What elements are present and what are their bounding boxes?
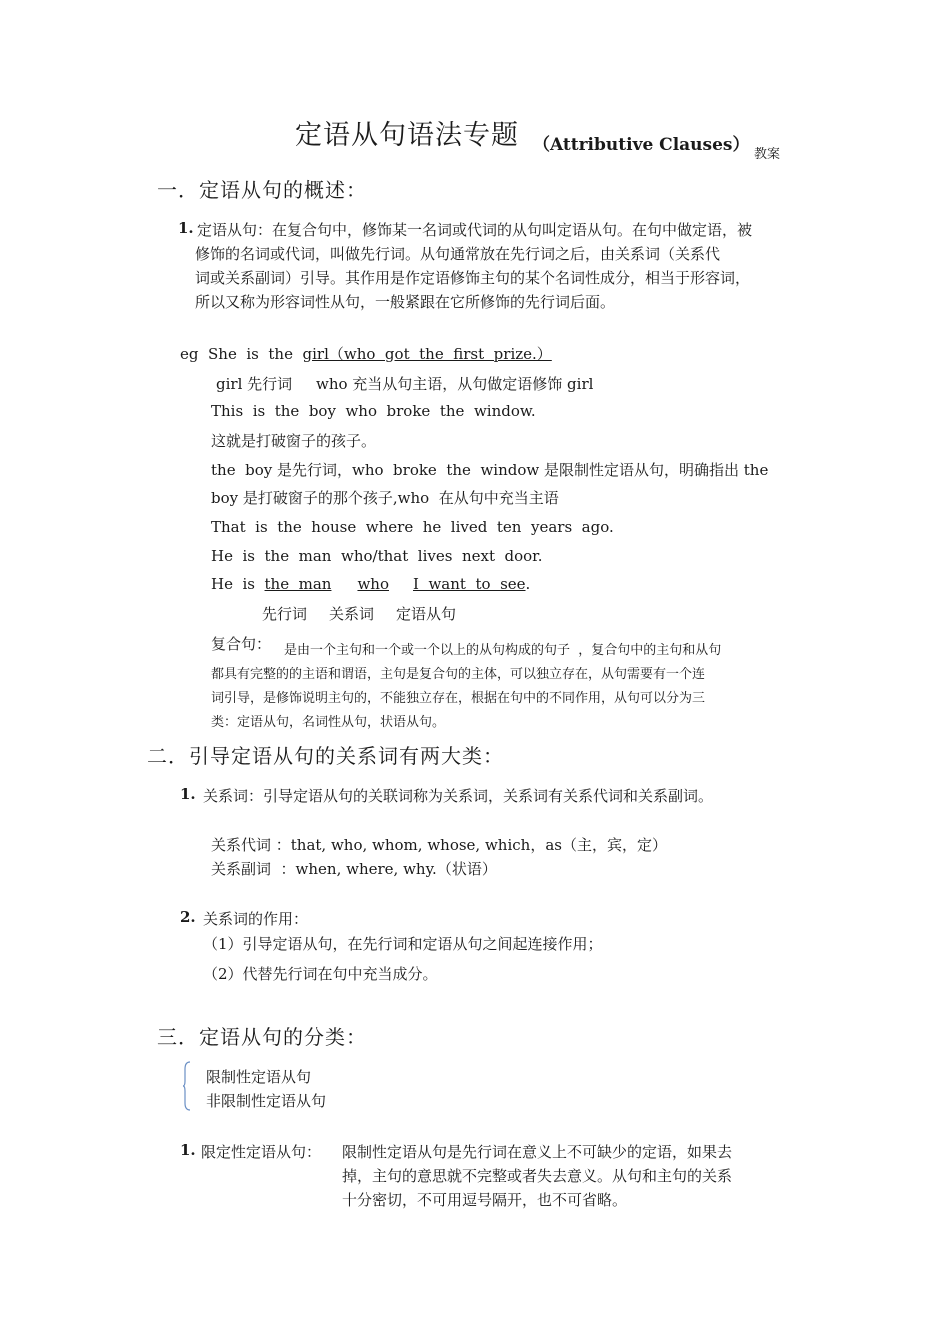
compound-line1: 是由一个主句和一个或一个以上的从句构成的句子 ，复合句中的主句和从句	[284, 643, 722, 658]
section2-item2-sub2: （2）代替先行词在句中充当成分。	[203, 965, 438, 983]
example1-english: This is the boy who broke the window.	[211, 402, 536, 420]
relative-pronouns: 关系代词 ：that, who, whom, whose, which，as（主，宾，定）	[211, 836, 667, 854]
relative-adverbs: 关系副词 ：when, where, why.（状语）	[211, 860, 497, 878]
example4-label-antecedent: 先行词	[262, 605, 308, 623]
eg-note: girl 先行词 who 充当从句主语，从句做定语修饰 girl	[216, 375, 594, 393]
clause-type-nonrestrictive: 非限制性定语从句	[206, 1092, 327, 1110]
left-brace-icon	[183, 1061, 191, 1111]
section3-item1-line2: 掉，主句的意思就不完整或者失去意义。从句和主句的关系	[342, 1167, 733, 1185]
page-title: 定语从句语法专题	[295, 120, 519, 151]
section2-item1-number: 1.	[180, 785, 196, 803]
example4-antecedent: the man	[264, 575, 332, 593]
section3-item1-line1: 限制性定语从句是先行词在意义上不可缺少的定语，如果去	[342, 1143, 733, 1161]
example4-relative: who	[357, 575, 389, 593]
section1-item1-line3: 词或关系副词）引导。其作用是作定语修饰主句的某个名词性成分，相当于形容词，	[195, 269, 751, 287]
compound-label: 复合句：	[211, 635, 272, 653]
section1-item1-line2: 修饰的名词或代词，叫做先行词。从句通常放在先行词之后，由关系词（关系代	[195, 245, 721, 263]
compound-line3: 词引导，是修饰说明主句的，不能独立存在，根据在句中的不同作用，从句可以分为三	[211, 691, 706, 706]
example1-note-line1: the boy 是先行词，who broke the window 是限制性定语从句，明确指出 the	[211, 461, 769, 479]
page-title-suffix: 教案	[754, 147, 781, 162]
section3-heading: 三．定语从句的分类：	[157, 1025, 367, 1049]
section1-item1-line4: 所以又称为形容词性从句，一般紧跟在它所修饰的先行词后面。	[195, 293, 616, 311]
section2-heading: 二．引导定语从句的关系词有两大类：	[147, 744, 504, 768]
section2-item2-text: 关系词的作用：	[203, 910, 309, 928]
example1-chinese: 这就是打破窗子的孩子。	[211, 432, 377, 450]
example4-end: .	[525, 575, 531, 593]
section2-item2-number: 2.	[180, 908, 196, 926]
eg-sentence	[180, 343, 552, 364]
page-title-english: （Attributive Clauses）	[533, 135, 750, 155]
section1-heading: 一．定语从句的概述：	[157, 178, 367, 202]
example2: That is the house where he lived ten years ago.	[211, 518, 614, 536]
example4-label-clause: 定语从句	[396, 605, 457, 623]
section2-item2-sub1: （1）引导定语从句，在先行词和定语从句之间起连接作用；	[203, 935, 603, 953]
section3-item1-line3: 十分密切，不可用逗号隔开，也不可省略。	[342, 1191, 628, 1209]
eg-underlined: girl（who got the first prize.）	[302, 345, 552, 363]
section3-item1-number: 1.	[180, 1141, 196, 1159]
example3: He is the man who/that lives next door.	[211, 547, 543, 565]
section3-item1-label: 限定性定语从句：	[201, 1143, 322, 1161]
clause-type-restrictive: 限制性定语从句	[206, 1068, 312, 1086]
example4-label-relative: 关系词	[329, 605, 375, 623]
example1-note-line2: boy 是打破窗子的那个孩子,who 在从句中充当主语	[211, 489, 559, 507]
section1-item1-number: 1.	[178, 219, 194, 237]
section2-item1-text: 关系词：引导定语从句的关联词称为关系词，关系词有关系代词和关系副词。	[203, 787, 714, 805]
example4-prefix: He is	[211, 575, 265, 593]
section1-item1-line1: 定语从句：在复合句中，修饰某一名词或代词的从句叫定语从句。在句中做定语，被	[197, 221, 753, 239]
compound-line4: 类：定语从句，名词性从句，状语从句。	[211, 715, 446, 730]
eg-prefix: eg She is the	[180, 345, 303, 363]
example4-clause: I want to see	[413, 575, 526, 593]
example4	[211, 575, 530, 593]
compound-line2: 都具有完整的的主语和谓语，主句是复合句的主体，可以独立存在，从句需要有一个连	[211, 667, 706, 682]
